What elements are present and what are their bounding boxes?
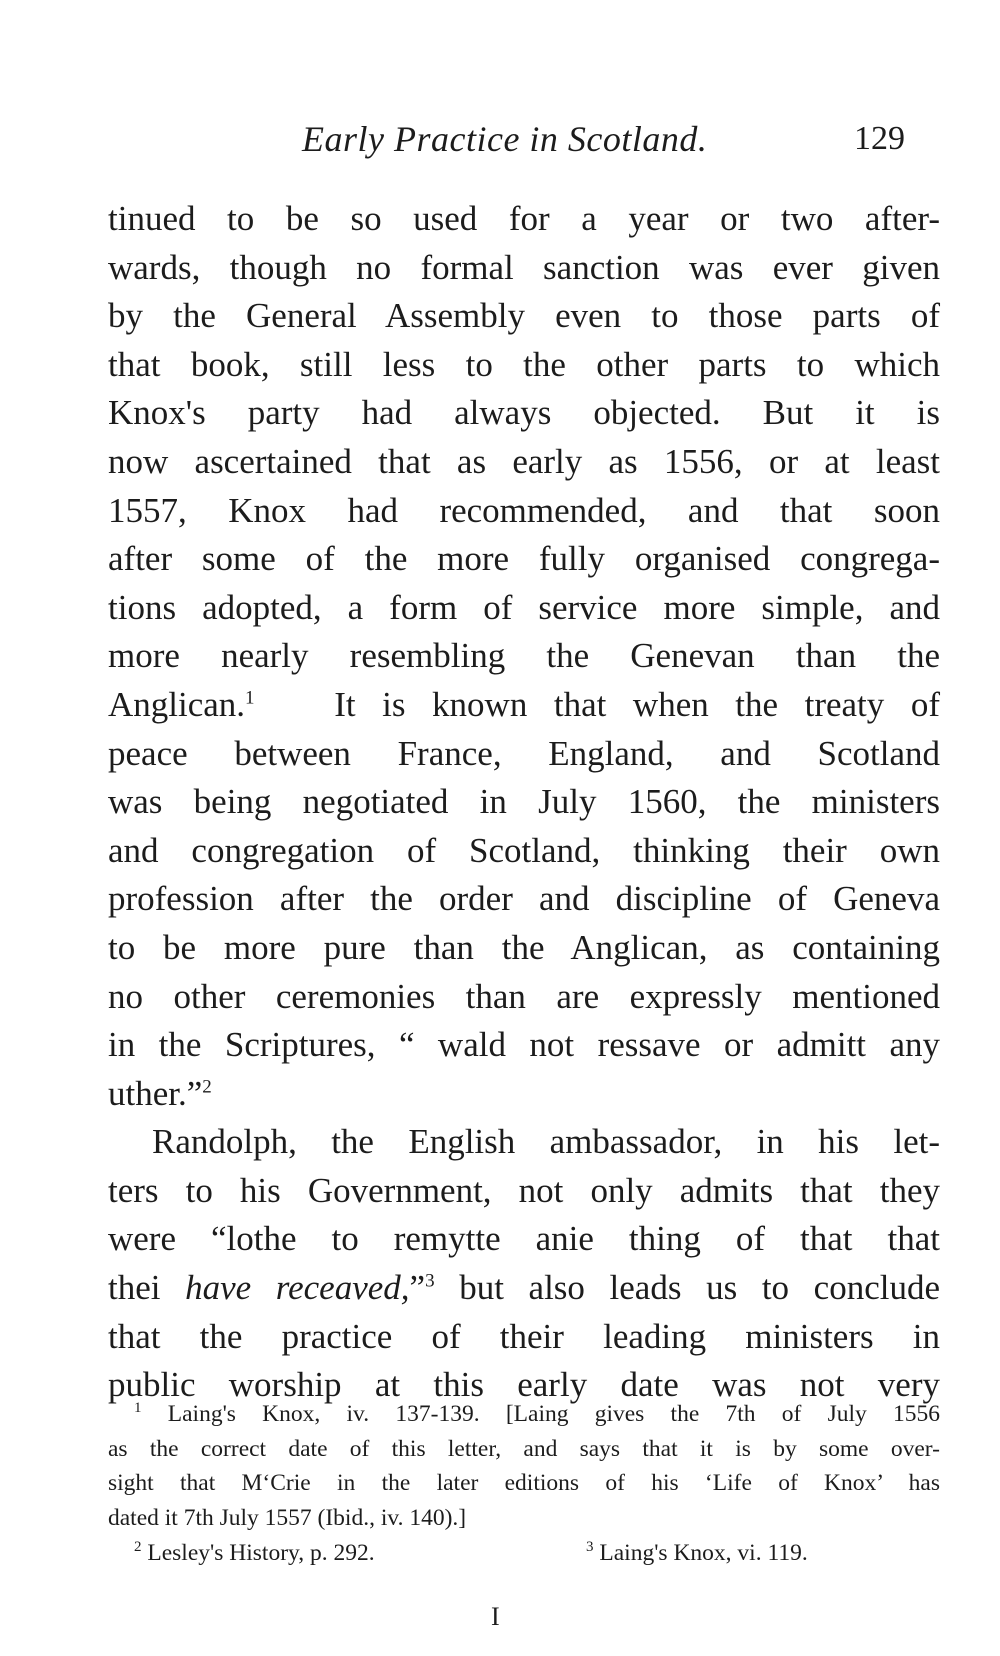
- text-line: after some of the more fully organised congrega-: [108, 539, 940, 579]
- footnote-mark-1: 1: [134, 1400, 142, 1417]
- footnote-2: [134, 1535, 375, 1571]
- text-fragment: Anglican.: [108, 684, 246, 724]
- text-line: peace between France, England, and Scotland: [108, 733, 940, 773]
- text-line: 1557, Knox had recommended, and that soon: [108, 490, 940, 530]
- text-line: public worship at this early date was not very: [108, 1365, 940, 1405]
- text-line: ters to his Government, not only admits that they: [108, 1170, 940, 1210]
- text-fragment: uther.”: [108, 1073, 203, 1113]
- text-line: [108, 1264, 940, 1313]
- text-line: were “lothe to remytte anie thing of that that: [108, 1219, 940, 1259]
- footnote-mark-3: 3: [586, 1539, 594, 1556]
- text-line: no other ceremonies than are expressly mentioned: [108, 976, 940, 1016]
- body-text: [108, 195, 940, 1410]
- footnote-1-line: as the correct date of this letter, and says that it is by some over-: [108, 1435, 940, 1462]
- italic-quote: have receaved,: [185, 1268, 410, 1308]
- running-head: [0, 118, 1000, 166]
- footnotes: [108, 1397, 940, 1571]
- footnote-mark-2: 2: [134, 1539, 142, 1556]
- text-line: in the Scriptures, “ wald not ressave or admitt any: [108, 1025, 940, 1065]
- footnote-ref-1: 1: [245, 687, 255, 709]
- footnote-ref-2: 2: [202, 1076, 212, 1098]
- text-line: profession after the order and discipline of Geneva: [108, 879, 940, 919]
- text-line: wards, though no formal sanction was ever given: [108, 247, 940, 287]
- text-line: [108, 681, 940, 730]
- footnote-3: [586, 1535, 808, 1571]
- text-fragment: Lesley's History, p. 292.: [147, 1540, 375, 1566]
- text-line: that the practice of their leading ministers in: [108, 1316, 940, 1356]
- text-line: Knox's party had always objected. But it is: [108, 393, 940, 433]
- signature-mark: I: [491, 1602, 500, 1631]
- text-line: now ascertained that as early as 1556, or at least: [108, 441, 940, 481]
- text-fragment: Laing's Knox, iv. 137-139. [Laing gives the 7th of July 1556: [167, 1401, 941, 1427]
- text-line: Randolph, the English ambassador, in his let-: [152, 1122, 940, 1162]
- text-fragment: Laing's Knox, vi. 119.: [599, 1540, 808, 1566]
- text-line: that book, still less to the other parts to which: [108, 344, 940, 384]
- text-line: to be more pure than the Anglican, as containing: [108, 927, 940, 967]
- footnote-ref-3: 3: [425, 1270, 435, 1292]
- text-line: and congregation of Scotland, thinking their own: [108, 830, 940, 870]
- footnote-1-line: dated it 7th July 1557 (Ibid., iv. 140).]: [108, 1504, 467, 1531]
- text-line: by the General Assembly even to those parts of: [108, 296, 940, 336]
- text-line: more nearly resembling the Genevan than the: [108, 636, 940, 676]
- footnote-row: [108, 1535, 940, 1571]
- text-line: [108, 1070, 940, 1119]
- text-line: was being negotiated in July 1560, the ministers: [108, 782, 940, 822]
- text-line: tions adopted, a form of service more simple, and: [108, 587, 940, 627]
- footnote-1-line: sight that M‘Crie in the later editions of his ‘Life of Knox’ has: [108, 1470, 940, 1496]
- text-line: tinued to be so used for a year or two after-: [108, 199, 940, 238]
- text-fragment: but also leads us to conclude: [434, 1268, 940, 1308]
- text-fragment: thei: [108, 1268, 186, 1308]
- running-title: Early Practice in Scotland.: [302, 119, 708, 159]
- text-fragment: It is known that when the treaty of: [334, 684, 940, 724]
- page-number: 129: [854, 120, 905, 157]
- footnote-1-line: [108, 1397, 940, 1432]
- text-fragment: ”: [409, 1268, 426, 1308]
